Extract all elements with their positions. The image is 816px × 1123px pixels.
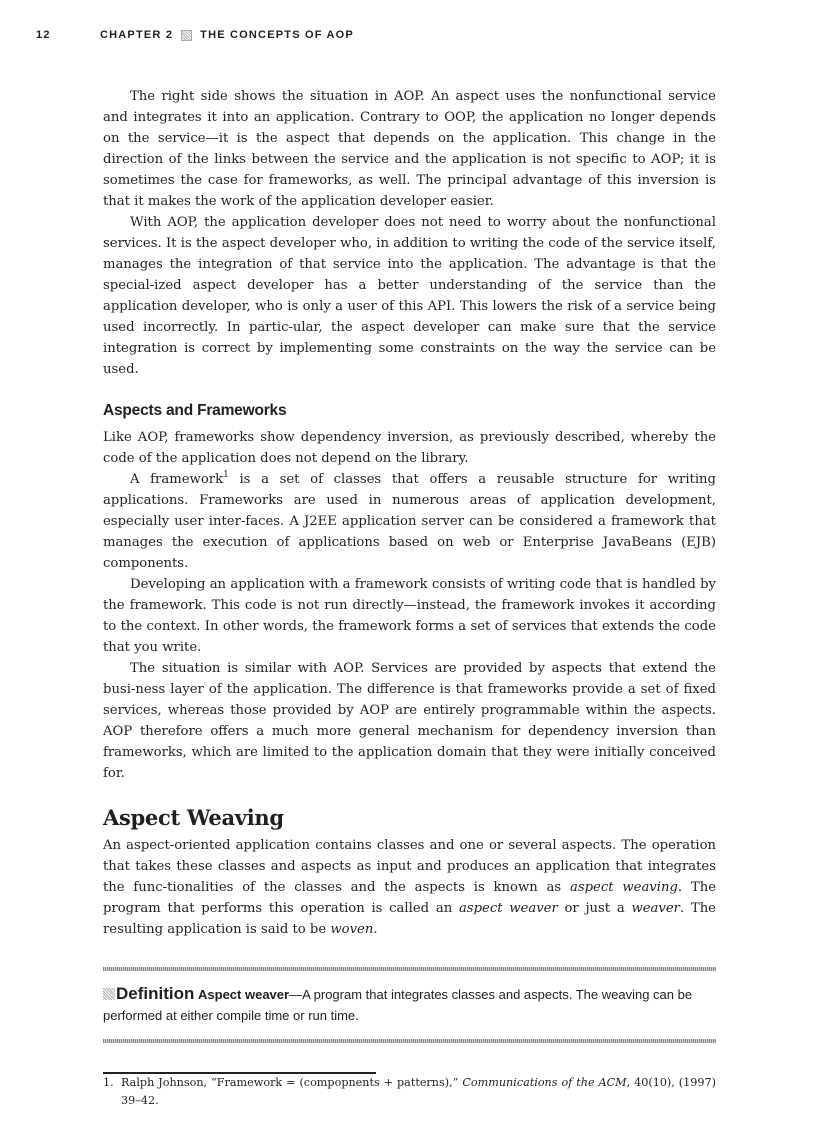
paragraph-frameworks-inversion: Like AOP, frameworks show dependency inversion, as previously described, whereby the code of the application does not depend on the library. <box>103 430 716 466</box>
paragraph-framework-similar: The situation is similar with AOP. Services are provided by aspects that extend the busi-ness layer of the application. The difference is that frameworks provide a set of fixed services, whereas those provided by AOP are entirely programmable within the aspects. AOP therefore offers a much more general mechanism for dependency inversion than frameworks, which are limited to the application domain that they were initially conceived for. <box>103 661 716 781</box>
chapter-title: THE CONCEPTS OF AOP <box>200 29 354 41</box>
definition-box <box>103 967 716 1043</box>
definition-bottom-rule <box>103 1039 716 1043</box>
running-head <box>36 29 354 41</box>
definition-text <box>103 971 716 1039</box>
chapter-label: CHAPTER 2 <box>100 29 174 41</box>
page-body <box>103 86 716 1110</box>
definition-term: Aspect weaver <box>198 987 290 1002</box>
footnote-ref[interactable]: 1 <box>223 469 229 480</box>
paragraph-aspect-weaving: An aspect-oriented application contains classes and one or several aspects. The operation that takes these classes and aspects as input and produces an application that integrates the func-tionalities of the classes and the aspects is known as aspect weaving. The program that performs this operation is called an aspect weaver or just a weaver. The resulting application is said to be woven. <box>103 838 716 937</box>
square-hatched-icon <box>181 30 192 41</box>
definition-label: Definition <box>116 984 195 1003</box>
definition-body: —A program that integrates classes and aspects. The weaving can be performed at either compile time or run time. <box>103 987 693 1023</box>
heading-aspect-weaving: Aspect Weaving <box>103 805 284 830</box>
footnote: 1. Ralph Johnson, “Framework = (compopnents + patterns),” Communications of the ACM, 40(10), (1997) 39–42. <box>103 1075 716 1107</box>
paragraph-framework-definition: A framework$^1$ is a set of classes that offers a reusable structure for writing applications. Frameworks are used in numerous areas of application development, especially user inter-faces. A J2EE application server can be considered a framework that manages the execution of applications based on web or Enterprise JavaBeans (EJB) components. <box>103 469 716 571</box>
paragraph-framework-developing: Developing an application with a framework consists of writing code that is handled by the framework. This code is not run directly—instead, the framework invokes it according to the context. In other words, the framework forms a set of services that extends the code that you write. <box>103 577 716 655</box>
paragraph-aop-developer: With AOP, the application developer does not need to worry about the nonfunctional services. It is the aspect developer who, in addition to writing the code of the service itself, manages the integration of that service into the application. The advantage is that the special-ized aspect developer has a better understanding of the service than the application developer, who is only a user of this API. This lowers the risk of a service being used incorrectly. In partic-ular, the aspect developer can make sure that the service integration is correct by implementing some constraints on the way the service can be used. <box>103 215 716 377</box>
square-hatched-icon <box>103 988 115 1000</box>
paragraph-aop-right-side: The right side shows the situation in AOP. An aspect uses the nonfunctional service and integrates it into an application. Contrary to OOP, the application no longer depends on the service—it is the aspect that depends on the application. This change in the direction of the links between the service and the application is not specific to AOP; it is sometimes the case for frameworks, as well. The principal advantage of this inversion is that it makes the work of the application developer easier. <box>103 89 716 209</box>
page-number: 12 <box>36 29 51 41</box>
footnote-number: 1. <box>103 1075 114 1089</box>
heading-aspects-and-frameworks: Aspects and Frameworks <box>103 402 287 419</box>
